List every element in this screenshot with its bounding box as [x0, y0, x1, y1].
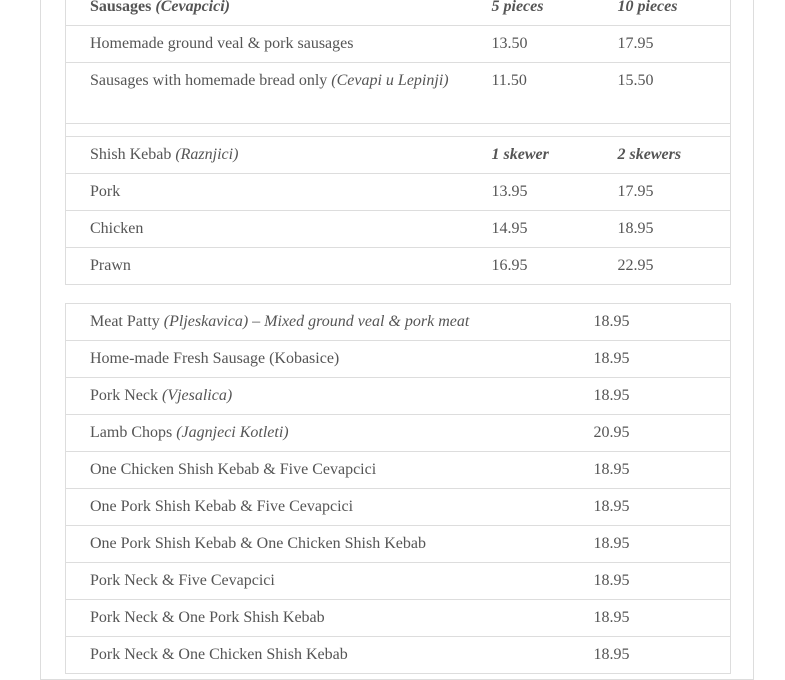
item-name: Pork Neck & One Pork Shish Kebab — [90, 609, 325, 626]
price-1: 16.95 — [491, 257, 528, 274]
sausages-heading-alt: (Cevapcici) — [155, 0, 230, 15]
kebab-heading: Shish Kebab — [90, 146, 172, 163]
col-2-skewers: 2 skewers — [617, 146, 682, 163]
spacer-row — [66, 124, 731, 137]
kebab-heading-alt: (Raznjici) — [175, 146, 239, 163]
price: 18.95 — [593, 646, 630, 663]
item-name: One Pork Shish Kebab & Five Cevapcici — [90, 498, 354, 515]
price-2: 18.95 — [617, 220, 654, 237]
item-name: Home-made Fresh Sausage (Kobasice) — [90, 350, 340, 367]
table-row — [66, 211, 731, 248]
sausages-heading: Sausages — [90, 0, 152, 15]
table-row — [66, 600, 731, 637]
price-5: 13.50 — [491, 35, 528, 52]
item-name: Lamb Chops — [90, 424, 173, 441]
table-row — [66, 304, 731, 341]
price-10: 17.95 — [617, 35, 654, 52]
price-2: 17.95 — [617, 183, 654, 200]
price: 18.95 — [593, 498, 630, 515]
table-row — [66, 63, 731, 124]
price: 18.95 — [593, 350, 630, 367]
sausages-header-row — [66, 0, 731, 26]
item-name: Pork Neck & One Chicken Shish Kebab — [90, 646, 348, 663]
price: 18.95 — [593, 535, 630, 552]
grill-menu-table — [65, 0, 731, 285]
item-name: One Pork Shish Kebab & One Chicken Shish Kebab — [90, 535, 426, 552]
item-alt-name: (Cevapi u Lepinji) — [331, 72, 449, 89]
item-name: Meat Patty — [90, 313, 160, 330]
item-name: Sausages with homemade bread only — [90, 72, 328, 89]
table-row — [66, 415, 731, 452]
price: 20.95 — [593, 424, 630, 441]
table-row — [66, 378, 731, 415]
item-name: One Chicken Shish Kebab & Five Cevapcici — [90, 461, 377, 478]
table-row — [66, 452, 731, 489]
item-name: Homemade ground veal & pork sausages — [90, 35, 354, 52]
item-name: Pork Neck — [90, 387, 158, 404]
item-alt-name: (Jagnjeci Kotleti) — [176, 424, 289, 441]
col-10-pieces: 10 pieces — [617, 0, 678, 15]
price-1: 13.95 — [491, 183, 528, 200]
table-row — [66, 489, 731, 526]
kebab-header-row — [66, 137, 731, 174]
item-alt-name: (Vjesalica) — [161, 387, 233, 404]
col-1-skewer: 1 skewer — [491, 146, 549, 163]
item-name: Pork — [90, 183, 121, 200]
price: 18.95 — [593, 461, 630, 478]
price: 18.95 — [593, 387, 630, 404]
item-name: Pork Neck & Five Cevapcici — [90, 572, 275, 589]
price: 18.95 — [593, 572, 630, 589]
item-alt-name: (Pljeskavica) – Mixed ground veal & pork meat — [163, 313, 470, 330]
price-10: 15.50 — [617, 72, 654, 89]
table-row — [66, 26, 731, 63]
col-5-pieces: 5 pieces — [491, 0, 544, 15]
price: 18.95 — [593, 609, 630, 626]
table-row — [66, 174, 731, 211]
table-row — [66, 248, 731, 285]
item-name: Prawn — [90, 257, 131, 274]
table-row — [66, 637, 731, 674]
price-1: 14.95 — [491, 220, 528, 237]
price: 18.95 — [593, 313, 630, 330]
item-name: Chicken — [90, 220, 144, 237]
mains-menu-table — [65, 303, 731, 674]
table-row — [66, 526, 731, 563]
table-row — [66, 341, 731, 378]
table-row — [66, 563, 731, 600]
price-2: 22.95 — [617, 257, 654, 274]
price-5: 11.50 — [491, 72, 527, 89]
